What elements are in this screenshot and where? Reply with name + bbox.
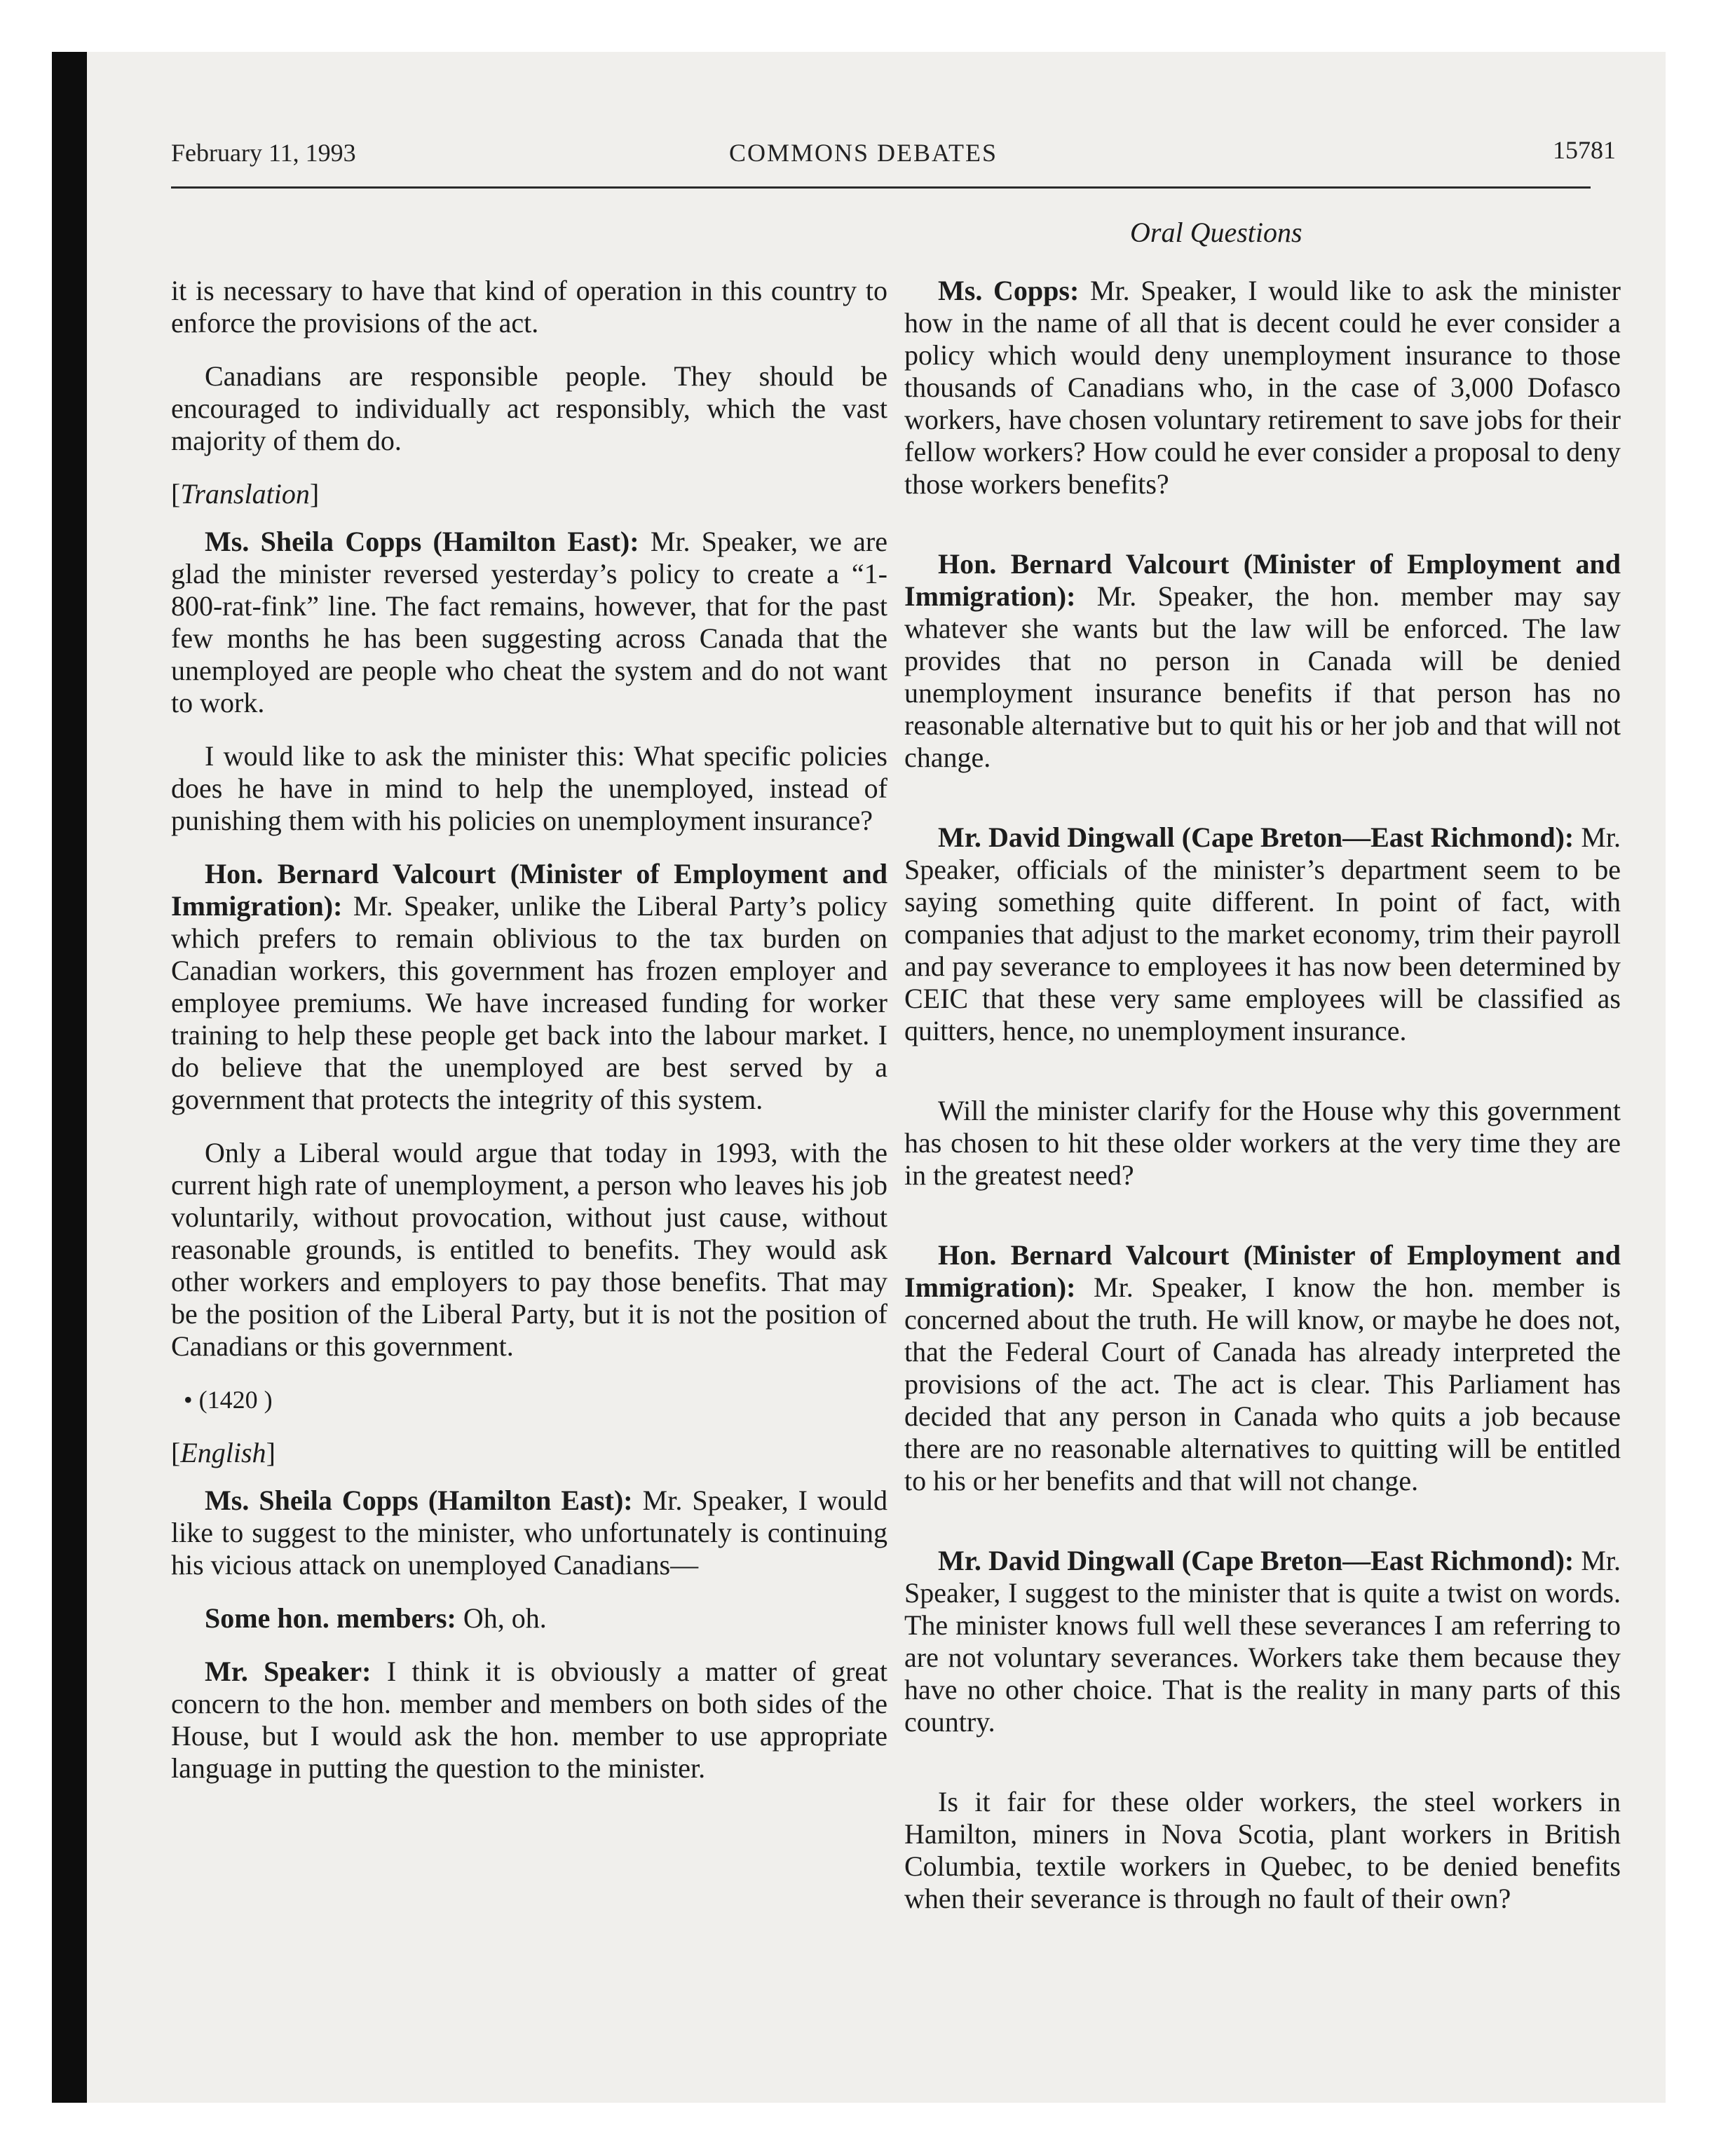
speech-text: I think it is obviously a matter of great concern to the hon. member and members on both sides of the House, but I would ask the hon. member to use appropriate language in putting the question to the minister. xyxy=(171,1656,887,1784)
speech-text: Mr. Speaker, we are glad the minister reversed yesterday’s policy to create a “1-800-rat-fink” line. The fact remains, however, that for the past few months he has been suggesting across Canada that the unemployed are people who cheat the system and do not want to work. xyxy=(171,526,887,718)
speech-text: Oh, oh. xyxy=(456,1602,547,1634)
paragraph: I would like to ask the minister this: What specific policies does he have in mind to help the unemployed, instead of punishing them with his policies on unemployment insurance? xyxy=(171,740,887,836)
spacer xyxy=(904,521,1621,548)
speech-text: Mr. Speaker, the hon. member may say whatever she wants but the law will be enforced. The law provides that no person in Canada will be denied unemployment insurance benefits if that person has no reasonable alternative but to quit his or her job and that will not change. xyxy=(904,580,1621,773)
paragraph xyxy=(904,548,1621,774)
section-title: Oral Questions xyxy=(1130,217,1302,248)
speaker-name: Ms. Sheila Copps (Hamilton East): xyxy=(205,526,639,557)
spacer xyxy=(904,1759,1621,1786)
paragraph: Canadians are responsible people. They should be encouraged to individually act responsibly, which the vast majority of them do. xyxy=(171,360,887,456)
spacer xyxy=(904,1518,1621,1545)
header-rule xyxy=(171,186,1591,189)
speaker-name: Hon. Bernard Valcourt (Minister of Employment and Immigration): xyxy=(904,548,1621,612)
language-marker: [English] xyxy=(171,1437,275,1468)
paragraph xyxy=(171,858,887,1116)
speech-text: Mr. Speaker, I suggest to the minister that is quite a twist on words. The minister knows full well these severances I am referring to are not voluntary severances. Workers take them because they have no other choice. That is the reality in many parts of this country. xyxy=(904,1545,1621,1738)
speech-text: Mr. Speaker, I would like to ask the minister how in the name of all that is decent could he ever consider a policy which would deny unemployment insurance to those thousands of Canadians who, in the case of 3,000 Dofasco workers, have chosen voluntary retirement to save jobs for their fellow workers? How could he ever consider a proposal to deny those workers benefits? xyxy=(904,275,1621,500)
speech-text: Mr. Speaker, unlike the Liberal Party’s policy which prefers to remain oblivious to the tax burden on Canadian workers, this government has frozen employer and employee premiums. We have increased funding for worker training to help these people get back into the labour market. I do believe that the unemployed are best served by a government that protects the integrity of this system. xyxy=(171,890,887,1115)
paragraph xyxy=(904,1239,1621,1497)
language-label: English xyxy=(180,1437,266,1468)
speech-text: Mr. Speaker, I would like to suggest to the minister, who unfortunately is continuing his vicious attack on unemployed Canadians— xyxy=(171,1485,887,1581)
header-date: February 11, 1993 xyxy=(171,139,356,167)
speaker-name: Mr. David Dingwall (Cape Breton—East Richmond): xyxy=(938,821,1574,853)
speaker-name: Mr. David Dingwall (Cape Breton—East Richmond): xyxy=(938,1545,1574,1576)
paragraph xyxy=(904,275,1621,500)
speaker-name: Hon. Bernard Valcourt (Minister of Employment and Immigration): xyxy=(171,858,887,922)
paragraph xyxy=(171,1656,887,1785)
paragraph xyxy=(171,1485,887,1581)
header-title: COMMONS DEBATES xyxy=(729,139,998,167)
binding-edge xyxy=(52,52,87,2103)
speech-text: Mr. Speaker, I know the hon. member is concerned about the truth. He will know, or maybe he does not, that the Federal Court of Canada has already interpreted the provisions of the act. The act is clear. This Parliament has decided that any person in Canada who quits a job because there are no reasonable alternatives to quitting will be entitled to his or her benefits and that will not change. xyxy=(904,1271,1621,1496)
speaker-name: Ms. Sheila Copps (Hamilton East): xyxy=(205,1485,633,1516)
right-column xyxy=(904,275,1621,1936)
speech-text: Mr. Speaker, officials of the minister’s department seem to be saying something quite different. In point of fact, with companies that adjust to the market economy, trim their payroll and pay severance to employees it has now been determined by CEIC that these very same employees will be classified as quitters, hence, no unemployment insurance. xyxy=(904,821,1621,1046)
speaker-name: Hon. Bernard Valcourt (Minister of Employment and Immigration): xyxy=(904,1239,1621,1303)
time-marker: • (1420 ) xyxy=(184,1386,273,1414)
speaker-name: Mr. Speaker: xyxy=(205,1656,372,1687)
paragraph: Only a Liberal would argue that today in 1993, with the current high rate of unemployment, a person who leaves his job voluntarily, without provocation, without just cause, without reasonable grounds, is entitled to benefits. They would ask other workers and employers to pay those benefits. That may be the position of the Liberal Party, but it is not the position of Canadians or this government. xyxy=(171,1137,887,1362)
paragraph xyxy=(904,1545,1621,1738)
paragraph xyxy=(904,821,1621,1047)
spacer xyxy=(904,795,1621,821)
page-number: 15781 xyxy=(1553,136,1616,164)
paragraph: it is necessary to have that kind of operation in this country to enforce the provisions of the act. xyxy=(171,275,887,339)
paragraph: Is it fair for these older workers, the steel workers in Hamilton, miners in Nova Scotia, plant workers in British Columbia, textile workers in Quebec, to be denied benefits when their severance is through no fault of their own? xyxy=(904,1786,1621,1914)
left-column xyxy=(171,275,887,1806)
spacer xyxy=(904,1068,1621,1095)
speaker-name: Some hon. members: xyxy=(205,1602,456,1634)
paragraph: Will the minister clarify for the House why this government has chosen to hit these older workers at the very time they are in the greatest need? xyxy=(904,1095,1621,1191)
language-label: Translation xyxy=(180,478,310,510)
paragraph xyxy=(171,526,887,719)
spacer xyxy=(904,1213,1621,1239)
speaker-name: Ms. Copps: xyxy=(938,275,1080,306)
paragraph xyxy=(171,1602,887,1635)
language-marker: [Translation] xyxy=(171,478,320,510)
